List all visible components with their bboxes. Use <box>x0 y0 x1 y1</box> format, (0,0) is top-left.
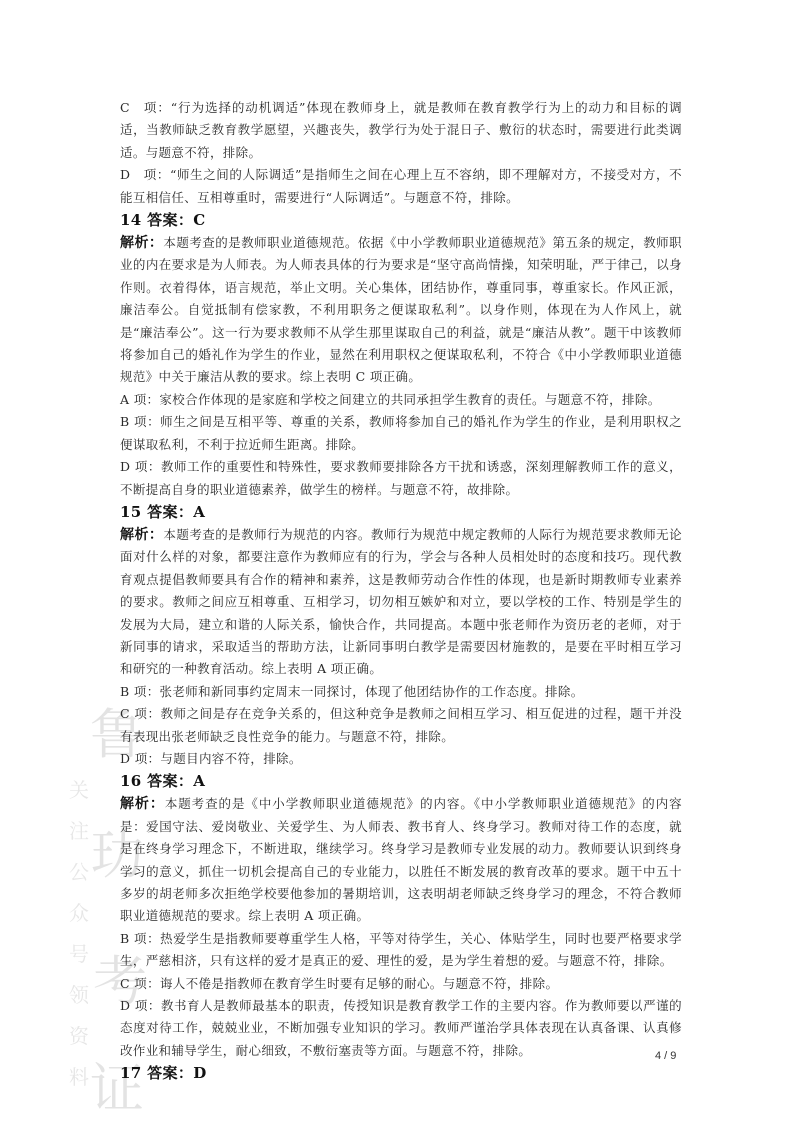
page-number: 4 / 9 <box>655 1050 677 1062</box>
option-b-explanation: B 项：张老师和新同事约定周末一同探讨，体现了他团结协作的工作态度。排除。 <box>120 683 584 699</box>
document-body <box>120 97 682 1085</box>
answer-heading-14: 14 答案：C <box>120 211 206 230</box>
watermark-vertical-text: 关 注 公 众 号 领 资 料 <box>69 778 89 1089</box>
option-d-explanation: D 项：“师生之间的人际调适”是指师生之间在心理上互不容纳，即不理解对方，不接受对方，不能互相信任、互相尊重时，需要进行“人际调适”。与题意不符，排除。 <box>120 167 682 205</box>
analysis-label: 解析： <box>120 235 164 252</box>
option-b-explanation: B 项：热爱学生是指教师要尊重学生人格，平等对待学生，关心、体贴学生，同时也要严格要求学生，严慈相济，只有这样的爱才是真正的爱、理性的爱，是为学生着想的爱。与题意不符，排除。 <box>120 930 682 969</box>
answer-heading-15: 15 答案：A <box>120 502 206 521</box>
option-d-explanation: D 项：教师工作的重要性和特殊性，要求教师要排除各方干扰和诱惑，深刻理解教师工作的意义，不断提高自身的职业道德素养，做学生的榜样。与题意不符，故排除。 <box>120 459 682 497</box>
answer-heading-16: 16 答案：A <box>120 772 206 791</box>
watermark-char-4: 证 <box>90 1057 144 1120</box>
option-d-explanation: D 项：教书育人是教师最基本的职责，传授知识是教育教学工作的主要内容。作为教师要以严谨的态度对待工作，兢兢业业，不断加强专业知识的学习。教师严谨治学具体表现在认真备课、认真修改作业和辅导学生，耐心细致，不敷衍塞责等方面。与题意不符，排除。 <box>120 998 682 1058</box>
analysis-label: 解析： <box>120 796 165 813</box>
option-d-explanation: D 项：与题目内容不符，排除。 <box>120 750 302 766</box>
option-c-explanation: C 项：教师之间是存在竞争关系的，但这种竞争是教师之间相互学习、相互促进的过程，题干并没有表现出张老师缺乏良性竞争的能力。与题意不符，排除。 <box>120 706 682 744</box>
option-b-explanation: B 项：师生之间是互相平等、尊重的关系，教师将参加自己的婚礼作为学生的作业，是利用职权之便谋取私利，不利于拉近师生距离。排除。 <box>120 414 682 452</box>
analysis-14: 解析：本题考查的是教师职业道德规范。依据《中小学教师职业道德规范》第五条的规定，教师职业的内在要求是为人师表。为人师表具体的行为要求是“坚守高尚情操，知荣明耻，严于律己，以身作则。衣着得体，语言规范，举止文明。关心集体，团结协作，尊重同事，尊重家长。作风正派，廉洁奉公。自觉抵制有偿家教，不利用职务之便谋取私利”。以身作则，体现在为人作风上，就是“廉洁奉公”。这一行为要求教师不从学生那里谋取自己的利益，就是“廉洁从教”。题干中该教师将参加自己的婚礼作为学生的作业，显然在利用职权之便谋取私利，不符合《中小学教师职业道德规范》中关于廉洁从教的要求。综上表明 C 项正确。 <box>120 235 682 385</box>
analysis-16: 解析：本题考查的是《中小学教师职业道德规范》的内容。《中小学教师职业道德规范》的内容是：爱国守法、爱岗敬业、关爱学生、为人师表、教书育人、终身学习。教师对待工作的态度，就是在终身学习理念下，不断进取，继续学习。终身学习是教师专业发展的动力。教师要认识到终身学习的意义，抓住一切机会提高自己的专业能力，以胜任不断发展的教育改革的要求。题干中五十多岁的胡老师多次拒绝学校要他参加的暑期培训，这表明胡老师缺乏终身学习的理念，不符合教师职业道德规范的要求。综上表明 A 项正确。 <box>120 796 682 924</box>
watermark-char-3: 考 <box>93 950 147 1013</box>
answer-heading-17: 17 答案：D <box>120 1064 207 1083</box>
option-c-explanation: C 项：诲人不倦是指教师在教育学生时要有足够的耐心。与题意不符，排除。 <box>120 975 559 991</box>
analysis-15: 解析：本题考查的是教师行为规范的内容。教师行为规范中规定教师的人际行为规范要求教师无论面对什么样的对象，都要注意作为教师应有的行为，学会与各种人员相处时的态度和技巧。现代教育观点提倡教师要具有合作的精神和素养，这是教师劳动合作性的体现，也是新时期教师专业素养的要求。教师之间应互相尊重、互相学习，切勿相互嫉妒和对立，要以学校的工作、特别是学生的发展为大局，建立和谐的人际关系，愉快合作，共同提高。本题中张老师作为资历老的老师，对于新同事的请求，采取适当的帮助方法，让新同事明白教学是需要因材施教的，是要在平时相互学习和研究的一种教育活动。综上表明 A 项正确。 <box>120 526 682 677</box>
analysis-label: 解析： <box>120 526 164 543</box>
option-a-explanation: A 项：家校合作体现的是家庭和学校之间建立的共同承担学生教育的责任。与题意不符，排除。 <box>120 391 661 407</box>
watermark-char-2: 玏 <box>90 823 144 886</box>
option-c-explanation: C 项：“行为选择的动机调适”体现在教师身上，就是教师在教育教学行为上的动力和目标的调适，当教师缺乏教育教学愿望，兴趣丧失，教学行为处于混日子、敷衍的状态时，需要进行此类调适。与题意不符，排除。 <box>120 100 682 160</box>
watermark-char-1: 鲁 <box>90 703 144 766</box>
